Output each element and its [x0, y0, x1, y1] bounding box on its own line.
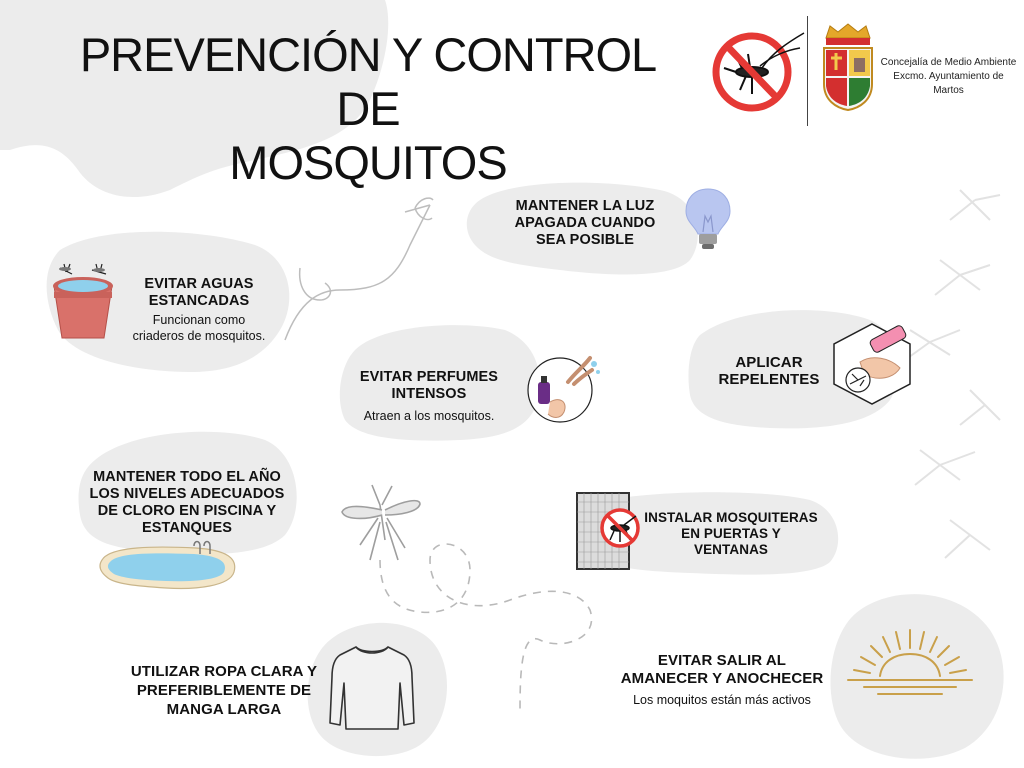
tip-perfumes: [344, 369, 514, 424]
tip-heading-line: PREFERIBLEMENTE DE: [136, 682, 312, 699]
title-line-2: MOSQUITOS: [229, 136, 507, 189]
header-divider: [807, 16, 808, 126]
org-line-1: Concejalía de Medio Ambiente: [880, 57, 1017, 68]
tip-heading-line: SEA POSIBLE: [535, 232, 635, 248]
page-title: [48, 28, 688, 190]
tip-ropa: [112, 662, 336, 719]
sunrise-icon: [846, 626, 974, 704]
tip-heading-line: MANTENER TODO EL AÑO: [93, 469, 281, 485]
light-bulb-icon: [683, 186, 733, 256]
mosquito-drawing-middle: [342, 485, 420, 560]
long-sleeve-shirt-icon: [326, 643, 418, 735]
tip-heading-line: EVITAR SALIR AL: [657, 652, 787, 669]
tip-heading-line: INTENSOS: [391, 386, 467, 402]
coat-of-arms-icon: [820, 22, 876, 114]
org-line-3: Martos: [933, 85, 964, 96]
tip-amanecer: [612, 652, 832, 708]
tip-heading-line: MANGA LARGA: [166, 701, 282, 718]
repellent-cream-icon: [830, 322, 914, 406]
tip-heading-line: DE CLORO EN PISCINA Y: [97, 503, 277, 519]
tip-heading-line: INSTALAR MOSQUITERAS: [644, 510, 818, 525]
tip-heading-line: AMANECER Y ANOCHECER: [620, 670, 824, 687]
tip-heading-line: EVITAR AGUAS: [144, 276, 254, 292]
title-line-1: PREVENCIÓN Y CONTROL DE: [79, 28, 657, 135]
tip-mosquiteras: [640, 510, 822, 558]
tip-aguas-estancadas: [118, 276, 280, 344]
tip-subtext-line: Funcionan como: [152, 313, 246, 327]
tip-heading-line: LOS NIVELES ADECUADOS: [89, 486, 285, 502]
tip-repelentes: [705, 354, 833, 388]
swimming-pool-icon: [96, 540, 242, 594]
tip-heading-line: APLICAR: [735, 354, 803, 371]
no-mosquito-icon: [712, 28, 808, 118]
mosquito-net-icon: [574, 490, 646, 572]
tip-cloro: [84, 469, 290, 537]
tip-subtext-line: criaderos de mosquitos.: [132, 329, 266, 343]
tip-heading-line: MANTENER LA LUZ: [515, 198, 655, 214]
tip-heading-line: ESTANQUES: [141, 520, 233, 536]
org-line-2: Excmo. Ayuntamiento de: [893, 71, 1004, 82]
tip-heading-line: REPELENTES: [718, 371, 820, 388]
tip-heading-line: ESTANCADAS: [148, 293, 250, 309]
tip-heading-line: EVITAR PERFUMES: [359, 369, 499, 385]
tip-luz-apagada: [505, 198, 665, 249]
organization-name: [876, 56, 1021, 98]
flight-path-upper: [285, 205, 430, 340]
tip-heading-line: APAGADA CUANDO: [514, 215, 656, 231]
tip-heading-line: VENTANAS: [693, 542, 769, 557]
tip-subtext-line: Atraen a los mosquitos.: [363, 409, 495, 423]
tip-heading-line: EN PUERTAS Y: [681, 526, 781, 541]
perfume-spray-icon: [524, 352, 604, 426]
stagnant-water-pot-icon: [50, 258, 120, 342]
tip-subtext-line: Los moquitos están más activos: [633, 693, 811, 707]
tip-heading-line: UTILIZAR ROPA CLARA Y: [130, 663, 318, 680]
